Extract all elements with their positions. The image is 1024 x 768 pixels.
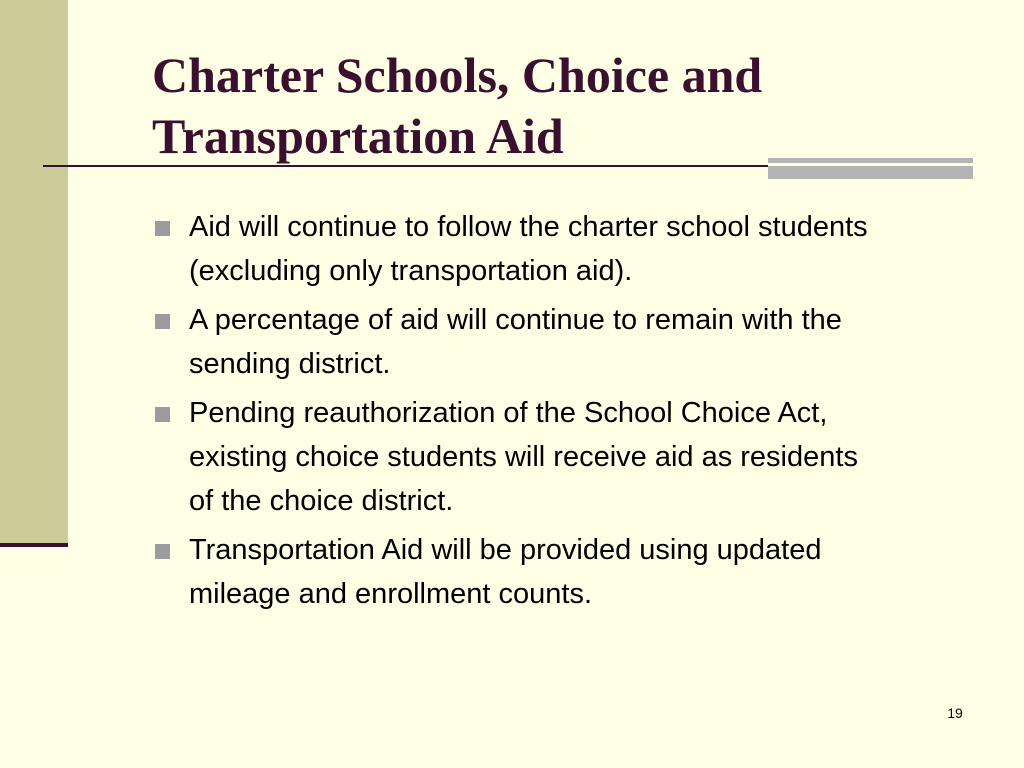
bullet-line: sending district. (189, 348, 391, 380)
bullet-text (189, 391, 1005, 523)
square-bullet-icon (155, 407, 170, 422)
bullet-item (155, 298, 1005, 386)
side-bar-rule (0, 543, 68, 547)
title-line: Charter Schools, Choice and (152, 47, 763, 103)
bullet-list (155, 205, 1005, 621)
bullet-line: of the choice district. (189, 485, 454, 517)
bullet-item (155, 391, 1005, 523)
bullet-line: (excluding only transportation aid). (189, 255, 633, 287)
bullet-line: existing choice students will receive aid as residents (189, 441, 858, 473)
bullet-line: A percentage of aid will continue to remain with the (189, 304, 842, 336)
bullet-line: Transportation Aid will be provided using updated (189, 534, 822, 566)
bullet-line: Pending reauthorization of the School Choice Act, (189, 397, 828, 429)
slide-title (152, 45, 912, 167)
decorative-accent-bar (768, 158, 973, 179)
bullet-text (189, 298, 1005, 386)
page-number: 19 (947, 705, 963, 721)
bullet-item (155, 528, 1005, 616)
bullet-line: Aid will continue to follow the charter school students (189, 211, 868, 243)
decorative-side-bar (0, 0, 68, 545)
square-bullet-icon (155, 544, 170, 559)
bullet-text (189, 205, 1005, 293)
bullet-line: mileage and enrollment counts. (189, 578, 593, 610)
bullet-text (189, 528, 1005, 616)
title-line: Transportation Aid (152, 108, 564, 164)
square-bullet-icon (155, 221, 170, 236)
square-bullet-icon (155, 314, 170, 329)
bullet-item (155, 205, 1005, 293)
